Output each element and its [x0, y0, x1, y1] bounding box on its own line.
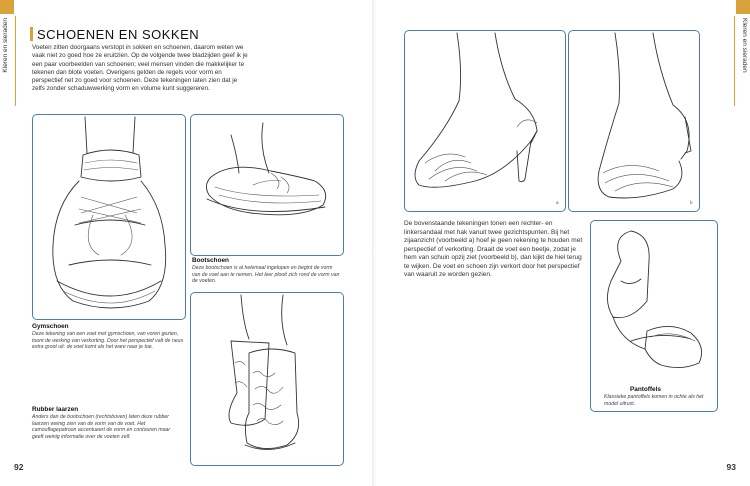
sandal-angle-drawing: [569, 31, 699, 211]
figure-a-label: a: [556, 200, 559, 205]
gym-shoe-figure: [32, 114, 186, 320]
rubber-caption-title: Rubber laarzen: [32, 406, 79, 413]
chapter-tab: [0, 0, 14, 14]
title-accent: [30, 27, 33, 41]
boat-shoe-figure: [190, 114, 344, 256]
slipper-caption-title: Pantoffels: [630, 386, 661, 393]
chapter-tab: [736, 0, 750, 14]
gym-caption-title: Gymschoen: [32, 323, 69, 330]
page-number-right: 93: [726, 462, 736, 472]
right-page: [376, 0, 750, 486]
rubber-caption-text: Anders dan de bootschoen (rechtsboven) laten deze rubber laarzen weinig zien van de vorm van de voet. Het camouflagepatroon accentueert de vorm en contouren maar geeft weinig informatie over de voeten zelf.: [32, 414, 171, 440]
sandal-angle-figure: [568, 30, 700, 212]
boat-caption-title: Bootschoen: [192, 257, 229, 264]
page-title: SCHOENEN EN SOKKEN: [37, 27, 200, 42]
left-page: [0, 0, 374, 486]
intro-text: Voeten zitten doorgaans verstopt in sokken en schoenen, daarom weten we vaak niet zo goed hoe ze eruitzien. Op de volgende twee bladzijden geef ik je een paar voorbeelden van schoenen; veel mensen vinden die makkelijker te tekenen dan blote voeten. Overigens gelden de regels voor vorm en perspectief net zo goed voor schoenen. Deze tekeningen laten zien dat je zelfs zonder schaduwwerking vorm en volume kunt suggereren.: [32, 44, 248, 93]
gym-caption-text: Deze tekening van een voet met gymschoen, van voren gezien, toont de werking van verkorting. Door het perspectief valt de neus extra groot uit: de voet komt als het ware naar je toe.: [32, 331, 184, 351]
side-rule: [734, 16, 735, 106]
figure-b-label: b: [690, 200, 693, 205]
side-label: Kleren en sieraden: [2, 18, 9, 73]
body-text: De bovenstaande tekeningen tonen een rechter- en linkersandaal met hak vanuit twee gezichtspunten. Bij het zijaanzicht (voorbeeld a) hoef je geen rekening te houden met perspectief of verkorting. Draait de voet een beetje, zodat je hem van schuin opzij ziet (voorbeeld b), dan kijkt de hiel terug te wijken. De voet en schoen zijn verkort door het perspectief van waaruit ze worden gezien.: [404, 220, 583, 278]
rubber-boots-drawing: [191, 293, 343, 465]
slipper-drawing: [591, 221, 717, 411]
sandal-side-figure: [404, 30, 566, 212]
page-number-left: 92: [14, 462, 24, 472]
side-rule: [15, 16, 16, 106]
rubber-boots-figure: [190, 292, 344, 466]
side-label: Kleren en sieraden: [741, 18, 748, 73]
boat-shoe-drawing: [191, 115, 343, 255]
sandal-side-drawing: [405, 31, 565, 211]
boat-caption-text: Deze bootschoen is al helemaal ingelopen en begint de vorm van de voet aan te nemen. Het leer plooit zich rond de vorm van de voeten.: [192, 265, 340, 285]
gym-shoe-drawing: [33, 115, 185, 319]
slipper-caption-text: Klassieke pantoffels komen in ochte als het model uitrust.: [604, 394, 704, 407]
slipper-figure: [590, 220, 718, 412]
